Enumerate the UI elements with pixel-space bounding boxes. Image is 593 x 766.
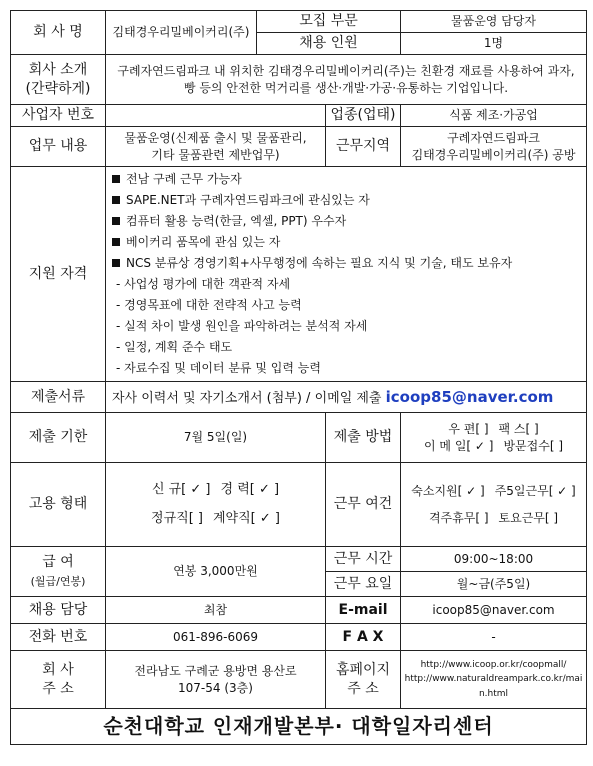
company-intro-label-line1: 회사 소개	[28, 61, 88, 78]
qualification-item: NCS 분류상 경영기획+사무행정에 속하는 필요 지식 및 기술, 태도 보유자	[112, 253, 580, 274]
deadline-label: 제출 기한	[11, 413, 106, 463]
recruit-dept-value: 물품운영 담당자	[401, 11, 587, 33]
work-days-value: 월~금(주5일)	[401, 572, 587, 597]
employment-regular-checkbox[interactable]: 정규직[ ]	[151, 510, 203, 526]
dorm-support-checkbox[interactable]: 숙소지원[ ✓ ]	[411, 484, 485, 499]
qualification-item: 베이커리 품목에 관심 있는 자	[112, 232, 580, 253]
address-label-line2: 주 소	[42, 680, 74, 697]
phone-value: 061-896-6069	[106, 624, 326, 651]
work-days-label: 근무 요일	[326, 572, 401, 597]
manager-label: 채용 담당	[11, 597, 106, 624]
employment-type-label: 고용 형태	[11, 463, 106, 547]
address-line2: 107-54 (3층)	[178, 680, 253, 695]
phone-label: 전화 번호	[11, 624, 106, 651]
square-bullet-icon	[112, 175, 120, 183]
address-label-line1: 회 사	[42, 661, 74, 678]
documents-email-link[interactable]: icoop85@naver.com	[385, 387, 554, 406]
duty-line1: 물품운영(신제품 출시 및 물품관리,	[124, 131, 307, 146]
address-line1: 전라남도 구례군 용방면 용산로	[134, 664, 297, 679]
qualification-label: 지원 자격	[11, 167, 106, 382]
company-intro-label-line2: (간략하게)	[25, 80, 91, 97]
employment-type-options	[106, 463, 326, 547]
method-email-checkbox[interactable]: 이 메 일[ ✓ ]	[424, 438, 494, 453]
employment-contract-checkbox[interactable]: 계약직[ ✓ ]	[212, 510, 280, 526]
qualification-item: 전남 구례 근무 가능자	[112, 169, 580, 190]
location-label: 근무지역	[326, 127, 401, 167]
documents-value	[106, 382, 587, 413]
salary-value: 연봉 3,000만원	[106, 547, 326, 597]
qualification-list	[106, 167, 587, 382]
bizno-value	[106, 105, 326, 127]
employment-new-checkbox[interactable]: 신 규[ ✓ ]	[151, 481, 211, 497]
address-value	[106, 651, 326, 709]
qualification-subitem: - 일정, 계획 준수 태도	[116, 340, 233, 354]
qualification-subitem: - 실적 차이 발생 원인을 파악하려는 분석적 자세	[116, 319, 368, 333]
alternate-holiday-checkbox[interactable]: 격주휴무[ ]	[428, 510, 489, 525]
salary-label	[11, 547, 106, 597]
homepage-value	[401, 651, 587, 709]
homepage-label	[326, 651, 401, 709]
documents-text: 자사 이력서 및 자기소개서 (첨부) / 이메일 제출	[112, 390, 382, 406]
homepage-link-2[interactable]: http://www.naturaldreampark.co.kr/main.html	[404, 674, 583, 699]
job-posting-table	[10, 10, 587, 745]
work-conditions-options	[401, 463, 587, 547]
qualification-subitem: - 사업성 평가에 대한 객관적 자세	[116, 277, 291, 291]
qualification-subitem: - 자료수집 및 데이터 분류 및 입력 능력	[116, 361, 321, 375]
address-label	[11, 651, 106, 709]
square-bullet-icon	[112, 217, 120, 225]
work-hours-value: 09:00~18:00	[401, 547, 587, 572]
five-day-week-checkbox[interactable]: 주5일근무[ ✓ ]	[494, 484, 576, 499]
homepage-label-line2: 주 소	[347, 680, 379, 697]
homepage-link-1[interactable]: http://www.icoop.or.kr/coopmall/	[420, 659, 567, 670]
location-line1: 구례자연드림파크	[447, 131, 540, 146]
employment-career-checkbox[interactable]: 경 력[ ✓ ]	[220, 481, 280, 497]
company-name-label: 회 사 명	[11, 11, 106, 55]
square-bullet-icon	[112, 238, 120, 246]
deadline-value: 7월 5일(일)	[106, 413, 326, 463]
job-posting-form	[10, 10, 586, 745]
qualification-item: SAPE.NET과 구례자연드림파크에 관심있는 자	[112, 190, 580, 211]
qualification-subitem: - 경영목표에 대한 전략적 사고 능력	[116, 298, 302, 312]
saturday-work-checkbox[interactable]: 토요근무[ ]	[498, 510, 559, 525]
location-line2: 김태경우리밀베이커리(주) 공방	[411, 147, 576, 162]
duty-label: 업무 내용	[11, 127, 106, 167]
bizno-label: 사업자 번호	[11, 105, 106, 127]
manager-value: 최참	[106, 597, 326, 624]
work-hours-label: 근무 시간	[326, 547, 401, 572]
method-visit-checkbox[interactable]: 방문접수[ ]	[503, 438, 564, 453]
location-value	[401, 127, 587, 167]
salary-label-line1: 급 여	[42, 553, 74, 570]
homepage-label-line1: 홈페이지	[335, 661, 391, 678]
method-label: 제출 방법	[326, 413, 401, 463]
industry-label: 업종(업태)	[326, 105, 401, 127]
square-bullet-icon	[112, 259, 120, 267]
fax-label: F A X	[326, 624, 401, 651]
method-options	[401, 413, 587, 463]
fax-value: -	[401, 624, 587, 651]
email-value[interactable]: icoop85@naver.com	[401, 597, 587, 624]
company-name-value: 김태경우리밀베이커리(주)	[106, 11, 257, 55]
method-post-checkbox[interactable]: 우 편[ ]	[448, 422, 489, 437]
work-conditions-label: 근무 여건	[326, 463, 401, 547]
duty-line2: 기타 물품관련 제반업무)	[151, 147, 280, 162]
recruit-dept-label: 모집 부문	[257, 11, 401, 33]
email-label: E-mail	[326, 597, 401, 624]
footer-organization: 순천대학교 인재개발본부· 대학일자리센터	[11, 709, 587, 745]
square-bullet-icon	[112, 196, 120, 204]
recruit-count-value: 1명	[401, 33, 587, 55]
qualification-item: 컴퓨터 활용 능력(한글, 엑셀, PPT) 우수자	[112, 211, 580, 232]
industry-value: 식품 제조·가공업	[401, 105, 587, 127]
documents-label: 제출서류	[11, 382, 106, 413]
duty-value	[106, 127, 326, 167]
recruit-count-label: 채용 인원	[257, 33, 401, 55]
company-intro-value: 구례자연드림파크 내 위치한 김태경우리밀베이커리(주)는 친환경 재료를 사용하여 과자, 빵 등의 안전한 먹거리를 생산·개발·가공·유통하는 기업입니다.	[106, 55, 587, 105]
method-fax-checkbox[interactable]: 팩 스[ ]	[498, 422, 539, 437]
company-intro-label	[11, 55, 106, 105]
salary-label-line2: (월급/연봉)	[30, 574, 86, 588]
